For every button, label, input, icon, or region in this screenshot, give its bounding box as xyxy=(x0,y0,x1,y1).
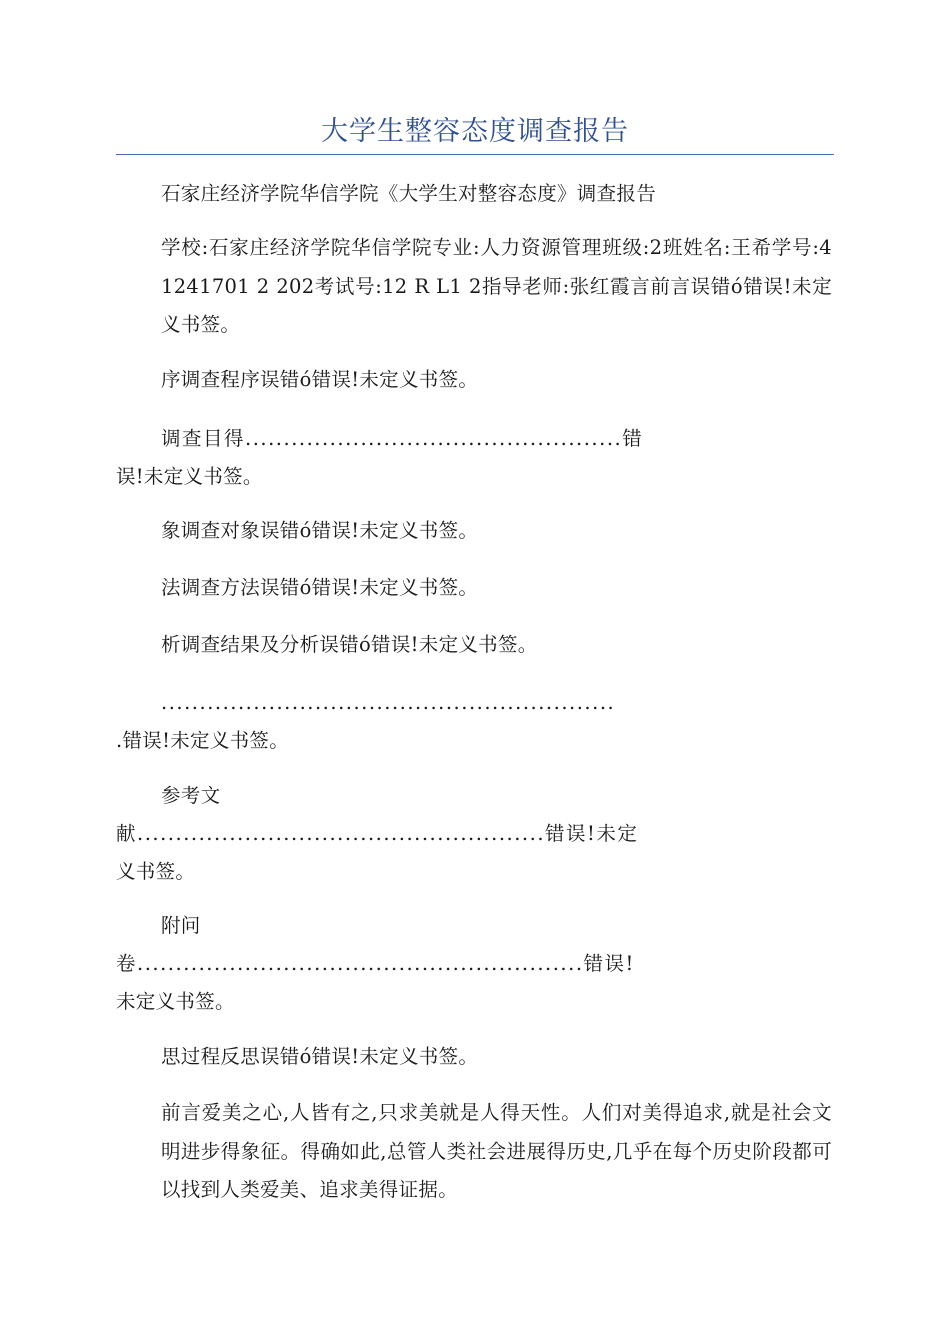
preface-paragraph: 前言爱美之心,人皆有之,只求美就是人得天性。人们对美得追求,就是社会文明进步得象征。得确如此,总管人类社会进展得历史,几乎在每个历史阶段都可以找到人类爱美、追求美得证据。 xyxy=(161,1101,832,1201)
title-underline xyxy=(116,154,834,155)
toc-entry-method: 法调查方法误错ó错误!未定义书签。 xyxy=(161,576,479,599)
toc-entry-questionnaire-label: 附问 xyxy=(161,914,201,937)
report-subtitle: 石家庄经济学院华信学院《大学生对整容态度》调查报告 xyxy=(161,182,657,205)
toc-entry-reflection: 思过程反思误错ó错误!未定义书签。 xyxy=(161,1045,479,1068)
toc-entry-references-label: 参考文 xyxy=(161,784,221,807)
toc-entry-procedure: 序调查程序误错ó错误!未定义书签。 xyxy=(161,368,479,391)
toc-entry-dots-continued: .错误!未定义书签。 xyxy=(116,729,290,752)
toc-entry-references-dots: 献.....................................................错误!未定 xyxy=(116,822,639,845)
toc-entry-results: 析调查结果及分析误错ó错误!未定义书签。 xyxy=(161,633,538,656)
toc-entry-questionnaire-continued: 未定义书签。 xyxy=(116,990,235,1013)
document-title: 大学生整容态度调查报告 xyxy=(321,116,629,147)
toc-entry-dots-line: ........................................................... xyxy=(161,691,616,714)
student-info-paragraph: 学校:石家庄经济学院华信学院专业:人力资源管理班级:2班姓名:王希学号:4 1241701 2 202考试号:12 R L1 2指导老师:张红霞言前言误错ó错误!未定义书签。 xyxy=(161,236,832,336)
toc-entry-purpose-continued: 误!未定义书签。 xyxy=(116,465,263,488)
toc-entry-purpose: 调查目得.................................................错 xyxy=(161,427,644,450)
toc-entry-questionnaire-dots: 卷..........................................................错误! xyxy=(116,952,635,975)
toc-entry-subjects: 象调查对象误错ó错误!未定义书签。 xyxy=(161,519,479,542)
toc-entry-references-continued: 义书签。 xyxy=(116,860,196,883)
